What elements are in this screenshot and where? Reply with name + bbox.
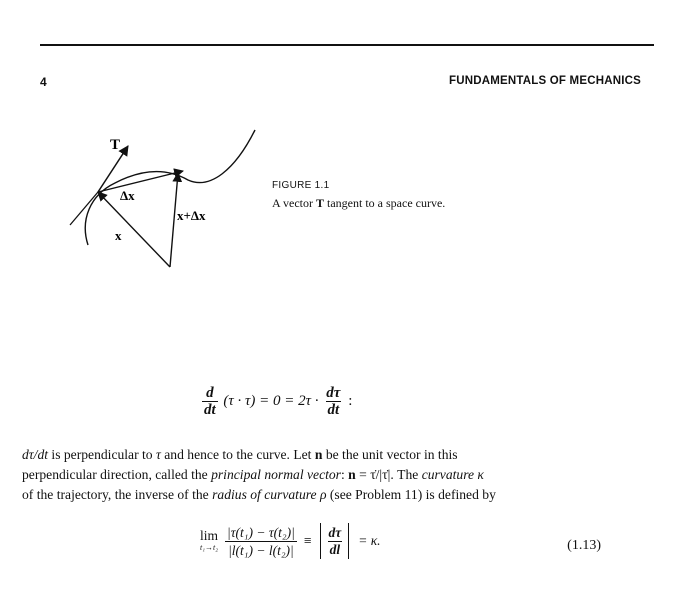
eq1-d-dt: $\frac{d}{dt}$	[204, 385, 216, 418]
eq1-tail: :	[348, 392, 353, 409]
eq1-dtau-dt: $\frac{d\tau}{dt}$	[326, 385, 341, 418]
eq2-fraction: |τ(t₁) − τ(t₂)| |l(t₁) − l(t₂)|	[227, 524, 295, 558]
eq2-abs-left	[320, 523, 321, 559]
label-T: T	[110, 137, 121, 153]
eq2-equiv: ≡	[303, 533, 312, 548]
tangent-line-back	[70, 192, 98, 225]
eq2-abs-right	[348, 523, 349, 559]
figure-caption: A vector T tangent to a space curve.	[272, 196, 446, 210]
label-delta-x: Δx	[120, 188, 135, 203]
body-paragraph: dτ/dt is perpendicular to τ and hence to the curve. Let n be the unit vector in this perpendicular direction, called the principal normal vector: n = τ̇/|τ̇|. The curvature κ of the trajectory, the inverse of the radius of curvature ρ (see Problem 11) is defined by	[22, 447, 496, 502]
eq2-dtau-dl: $\frac{d\tau}{dl}$	[328, 524, 342, 557]
equation-number: (1.13)	[567, 538, 601, 553]
equation-2	[200, 523, 381, 559]
header-rule	[40, 44, 654, 46]
figure-diagram	[60, 125, 280, 275]
eq2-limit: lim t₁→t₂	[200, 528, 219, 552]
delta-x-vector	[98, 171, 183, 192]
figure-label: FIGURE 1.1	[272, 180, 330, 191]
running-head: FUNDAMENTALS OF MECHANICS	[449, 75, 641, 87]
equation-1	[200, 385, 352, 418]
eq1-middle: (τ · τ) = 0 = 2τ ·	[223, 392, 319, 409]
eq2-tail: = κ.	[358, 533, 381, 548]
x-vector	[98, 192, 170, 267]
label-x: x	[115, 228, 122, 243]
page-number: 4	[40, 75, 47, 89]
label-x-plus-delta-x: x+Δx	[177, 208, 206, 223]
